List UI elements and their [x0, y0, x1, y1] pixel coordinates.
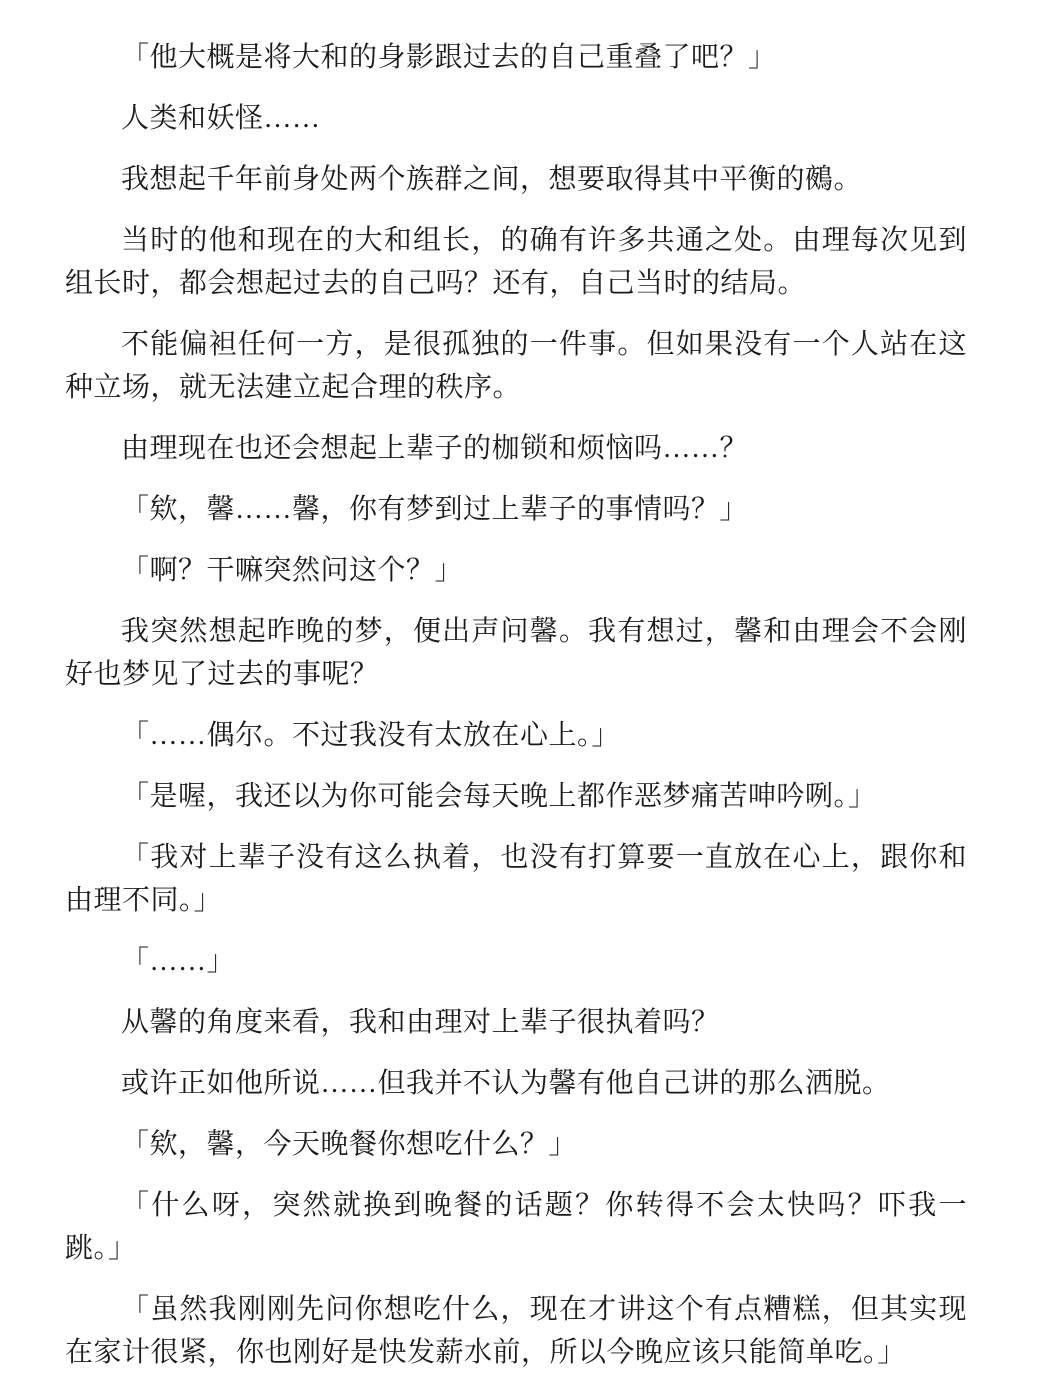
- paragraph: 由理现在也还会想起上辈子的枷锁和烦恼吗……？: [121, 433, 749, 464]
- paragraph: 「欸，馨……馨，你有梦到过上辈子的事情吗？」: [121, 494, 749, 525]
- paragraph: 不能偏袒任何一方，是很孤独的一件事。但如果没有一个人站在这种立场，就无法建立起合理的秩序。: [65, 329, 967, 403]
- paragraph: 人类和妖怪……: [121, 103, 321, 134]
- paragraph: 「我对上辈子没有这么执着，也没有打算要一直放在心上，跟你和由理不同。」: [65, 842, 967, 916]
- paragraph: 当时的他和现在的大和组长，的确有许多共通之处。由理每次见到组长时，都会想起过去的自己吗？还有，自己当时的结局。: [65, 225, 967, 299]
- paragraph: 「什么呀，突然就换到晚餐的话题？你转得不会太快吗？吓我一跳。」: [65, 1190, 967, 1264]
- paragraph: 「欸，馨，今天晚餐你想吃什么？」: [121, 1129, 578, 1160]
- paragraph: 或许正如他所说……但我并不认为馨有他自己讲的那么洒脱。: [121, 1068, 891, 1099]
- paragraph: 我突然想起昨晚的梦，便出声问馨。我有想过，馨和由理会不会刚好也梦见了过去的事呢？: [65, 616, 967, 690]
- paragraph: 「……」: [121, 946, 236, 977]
- paragraph: 我想起千年前身处两个族群之间，想要取得其中平衡的鵺。: [121, 164, 863, 195]
- paragraph: 「虽然我刚刚先问你想吃什么，现在才讲这个有点糟糕，但其实现在家计很紧，你也刚好是快发薪水前，所以今晚应该只能简单吃。」: [65, 1294, 967, 1368]
- paragraph: 「是喔，我还以为你可能会每天晚上都作恶梦痛苦呻吟咧。」: [121, 781, 877, 812]
- paragraph: 「他大概是将大和的身影跟过去的自己重叠了吧？」: [121, 42, 777, 73]
- paragraph: 从馨的角度来看，我和由理对上辈子很执着吗？: [121, 1007, 720, 1038]
- paragraph: 「……偶尔。不过我没有太放在心上。」: [121, 720, 621, 751]
- paragraph: 「啊？干嘛突然问这个？」: [121, 555, 464, 586]
